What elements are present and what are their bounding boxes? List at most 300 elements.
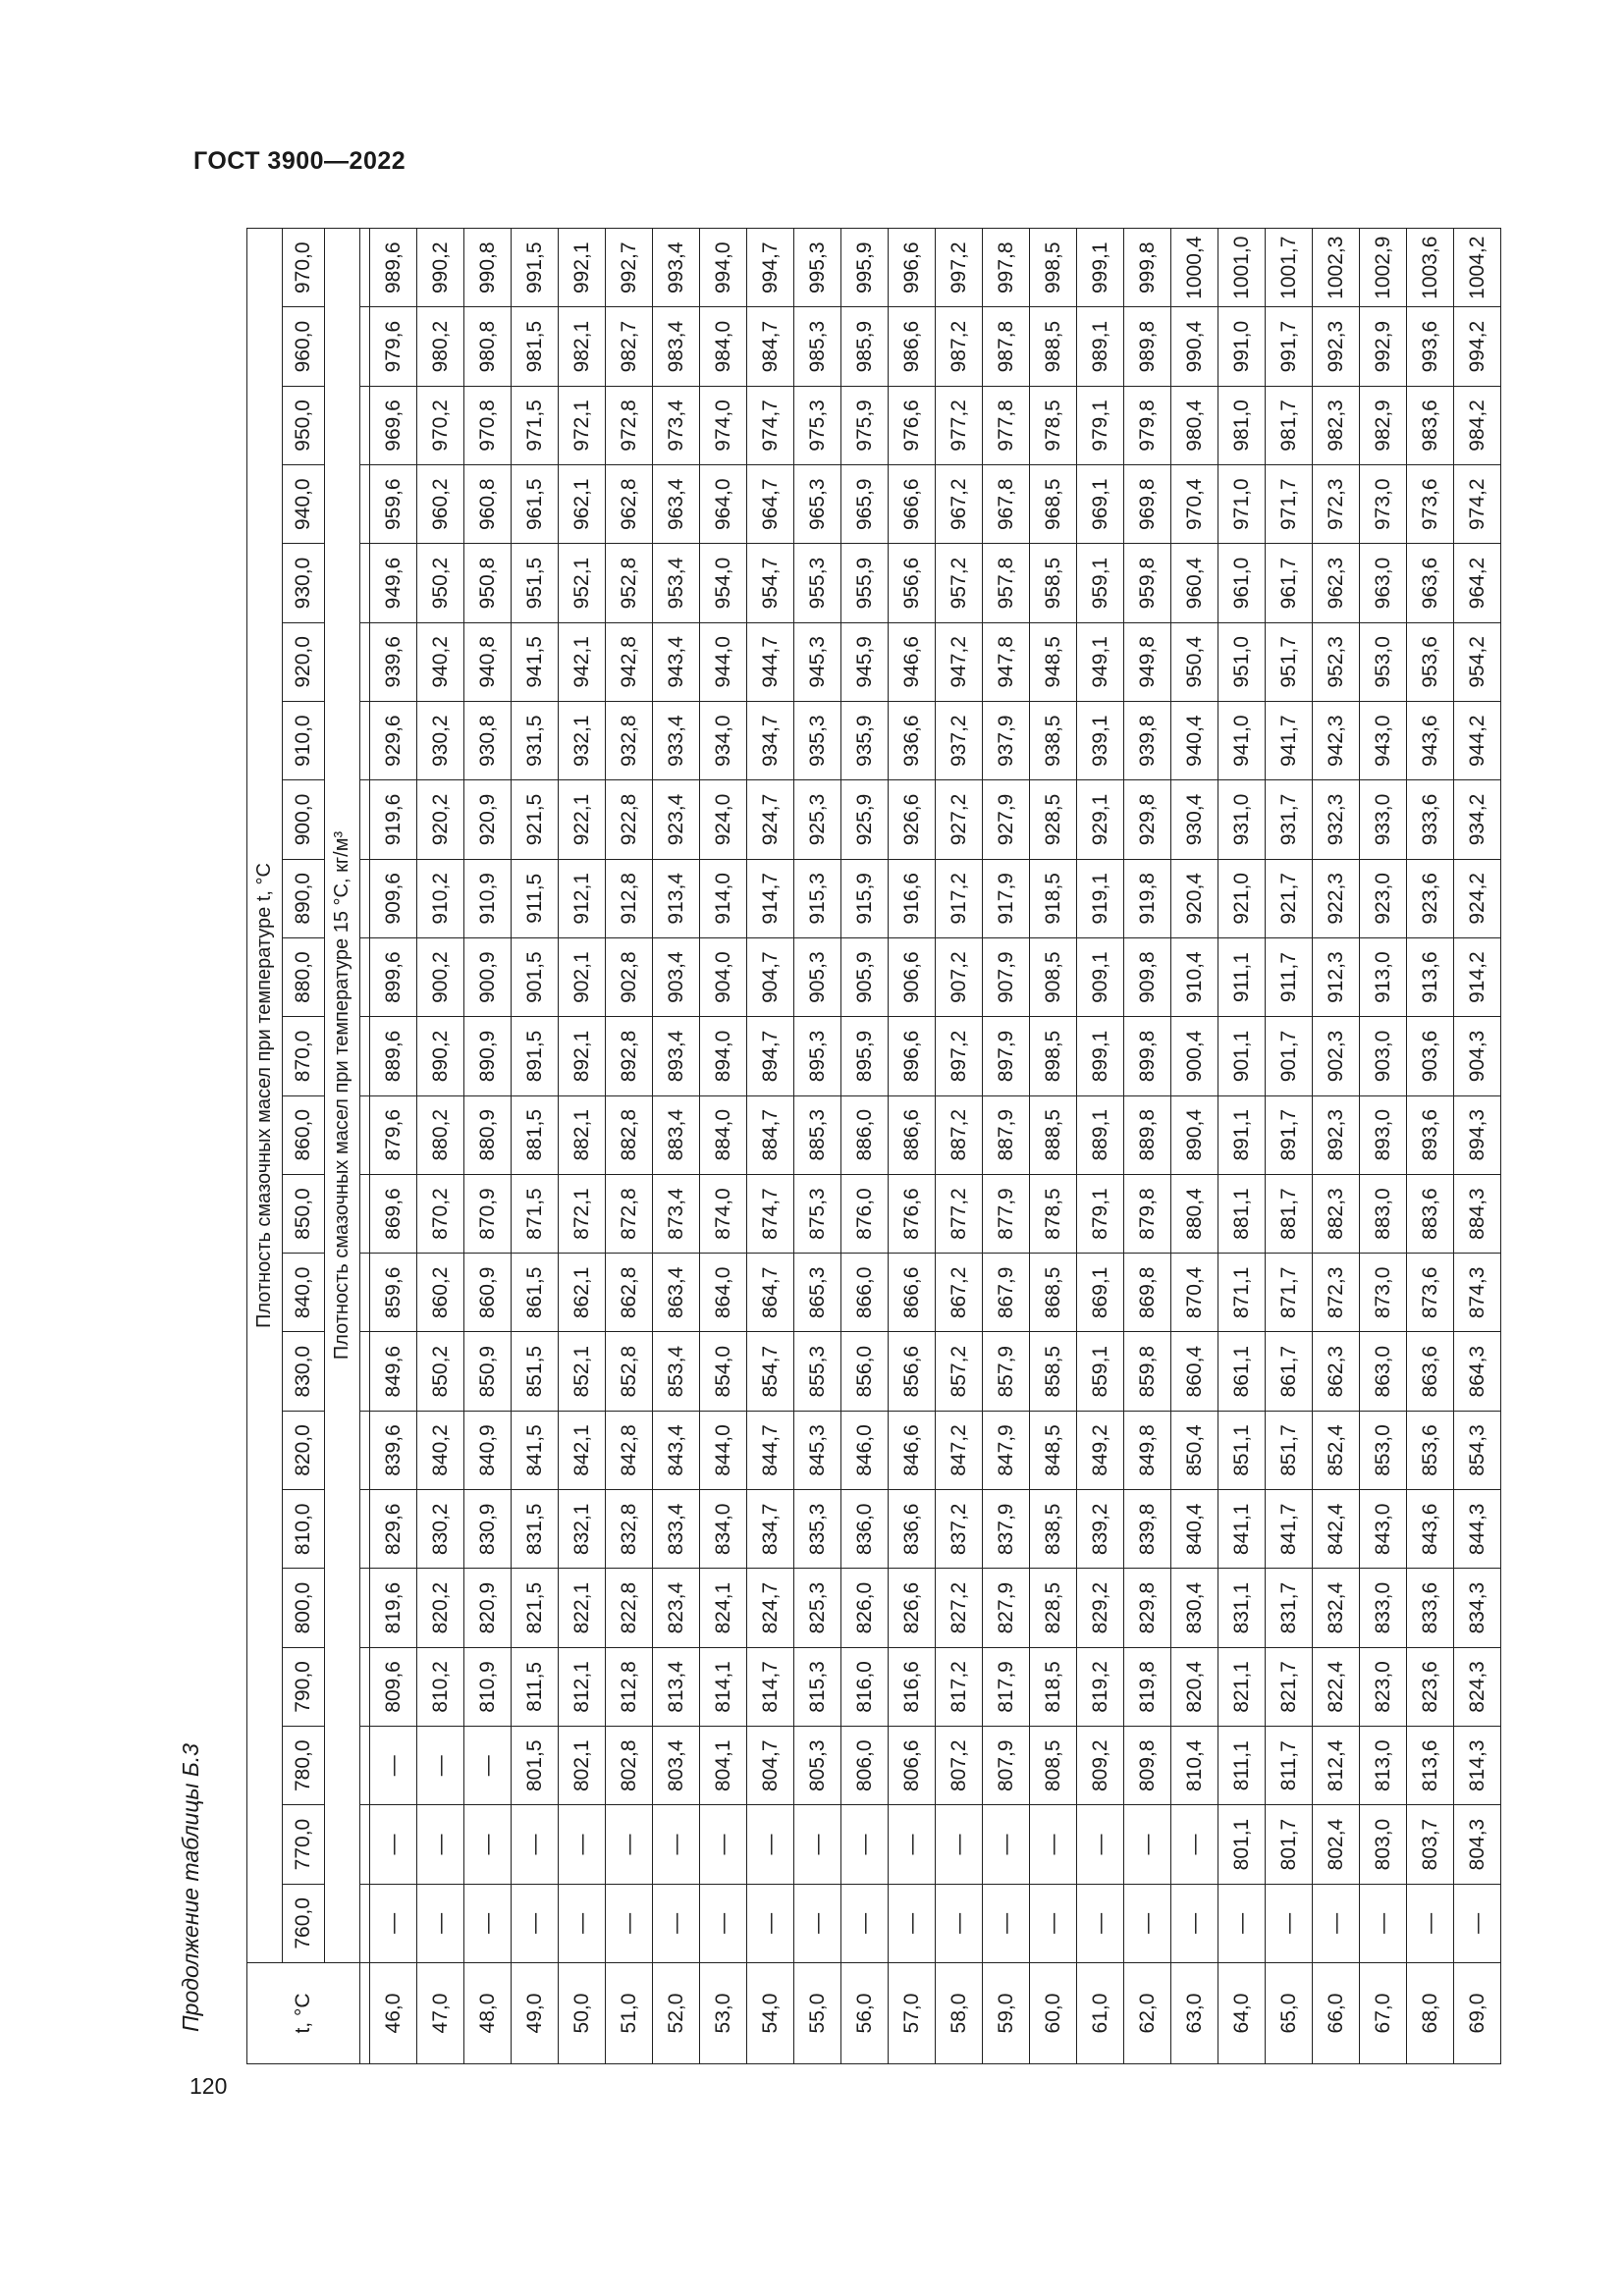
- density-cell: 972,8: [606, 386, 653, 464]
- density-cell: 980,4: [1171, 386, 1218, 464]
- density-cell: 939,8: [1124, 702, 1171, 780]
- density-cell: 991,7: [1266, 307, 1313, 386]
- column-header: 760,0: [283, 1884, 325, 1962]
- density-cell: 862,1: [559, 1254, 606, 1332]
- density-cell: 846,0: [841, 1411, 889, 1489]
- density-cell: 842,4: [1313, 1490, 1360, 1569]
- density-cell: 801,1: [1218, 1805, 1266, 1884]
- density-cell: 812,4: [1313, 1727, 1360, 1805]
- density-cell: 859,8: [1124, 1332, 1171, 1411]
- density-cell: —: [417, 1727, 464, 1805]
- density-cell: 822,1: [559, 1569, 606, 1647]
- column-header: 860,0: [283, 1095, 325, 1174]
- density-cell: 892,1: [559, 1017, 606, 1095]
- density-cell: 877,2: [936, 1174, 983, 1253]
- temperature-cell: 55,0: [794, 1963, 841, 2064]
- density-cell: 993,6: [1407, 307, 1454, 386]
- density-cell: 869,1: [1077, 1254, 1124, 1332]
- density-cell: 913,4: [653, 859, 700, 937]
- density-cell: 852,4: [1313, 1411, 1360, 1489]
- document-header: ГОСТ 3900—2022: [193, 147, 406, 175]
- density-cell: 943,0: [1360, 702, 1407, 780]
- density-cell: 975,3: [794, 386, 841, 464]
- density-cell: 900,4: [1171, 1017, 1218, 1095]
- density-cell: 911,5: [512, 859, 559, 937]
- density-cell: 990,2: [417, 229, 464, 307]
- density-cell: 823,4: [653, 1569, 700, 1647]
- density-cell: 950,2: [417, 544, 464, 622]
- spacer-cell: [360, 1332, 370, 1411]
- density-cell: 933,0: [1360, 780, 1407, 859]
- density-cell: 931,7: [1266, 780, 1313, 859]
- density-cell: 907,2: [936, 937, 983, 1016]
- density-cell: 995,3: [794, 229, 841, 307]
- density-cell: 984,7: [747, 307, 794, 386]
- density-cell: —: [794, 1884, 841, 1962]
- density-cell: 927,2: [936, 780, 983, 859]
- density-cell: 838,5: [1030, 1490, 1077, 1569]
- density-cell: 829,8: [1124, 1569, 1171, 1647]
- density-cell: 987,8: [983, 307, 1030, 386]
- temperature-cell: 50,0: [559, 1963, 606, 2064]
- density-cell: 992,9: [1360, 307, 1407, 386]
- table-row: [653, 229, 700, 2064]
- density-cell: —: [464, 1884, 512, 1962]
- density-cell: 883,4: [653, 1095, 700, 1174]
- density-cell: 852,1: [559, 1332, 606, 1411]
- density-cell: 807,9: [983, 1727, 1030, 1805]
- density-cell: 814,3: [1454, 1727, 1501, 1805]
- table-body: [370, 229, 1501, 2064]
- density-cell: 879,6: [370, 1095, 417, 1174]
- density-cell: 1002,9: [1360, 229, 1407, 307]
- density-cell: 895,3: [794, 1017, 841, 1095]
- density-cell: 935,3: [794, 702, 841, 780]
- temperature-cell: 60,0: [1030, 1963, 1077, 2064]
- column-header: 790,0: [283, 1647, 325, 1726]
- column-header: 850,0: [283, 1174, 325, 1253]
- density-cell: 898,5: [1030, 1017, 1077, 1095]
- density-cell: 926,6: [889, 780, 936, 859]
- density-cell: 824,1: [700, 1569, 747, 1647]
- density-cell: 919,8: [1124, 859, 1171, 937]
- density-cell: 902,3: [1313, 1017, 1360, 1095]
- spacer-cell: [360, 1017, 370, 1095]
- temperature-cell: 64,0: [1218, 1963, 1266, 2064]
- density-cell: 932,1: [559, 702, 606, 780]
- density-cell: —: [417, 1884, 464, 1962]
- density-cell: 961,7: [1266, 544, 1313, 622]
- density-cell: 922,8: [606, 780, 653, 859]
- density-cell: 929,6: [370, 702, 417, 780]
- density-cell: 919,1: [1077, 859, 1124, 937]
- density-cell: —: [417, 1805, 464, 1884]
- density-cell: 837,9: [983, 1490, 1030, 1569]
- density-cell: 835,3: [794, 1490, 841, 1569]
- density-cell: 989,6: [370, 229, 417, 307]
- table-row: [512, 229, 559, 2064]
- density-cell: 943,4: [653, 622, 700, 701]
- density-cell: 855,3: [794, 1332, 841, 1411]
- spacer-cell: [360, 386, 370, 464]
- density-cell: 836,6: [889, 1490, 936, 1569]
- rotated-table-container: [246, 228, 1489, 2064]
- density-cell: 842,1: [559, 1411, 606, 1489]
- density-cell: 998,5: [1030, 229, 1077, 307]
- temperature-cell: 68,0: [1407, 1963, 1454, 2064]
- density-cell: 941,5: [512, 622, 559, 701]
- density-cell: 830,2: [417, 1490, 464, 1569]
- density-cell: 865,3: [794, 1254, 841, 1332]
- density-cell: 839,2: [1077, 1490, 1124, 1569]
- density-cell: 843,4: [653, 1411, 700, 1489]
- density-cell: 894,3: [1454, 1095, 1501, 1174]
- density-cell: 873,4: [653, 1174, 700, 1253]
- density-cell: 952,3: [1313, 622, 1360, 701]
- density-cell: 801,5: [512, 1727, 559, 1805]
- table-row: [1313, 229, 1360, 2064]
- density-cell: 837,2: [936, 1490, 983, 1569]
- density-cell: 935,9: [841, 702, 889, 780]
- density-cell: —: [1077, 1805, 1124, 1884]
- density-cell: 853,6: [1407, 1411, 1454, 1489]
- density-cell: —: [1077, 1884, 1124, 1962]
- density-cell: 960,8: [464, 465, 512, 544]
- density-cell: 843,6: [1407, 1490, 1454, 1569]
- density-cell: 928,5: [1030, 780, 1077, 859]
- density-cell: 887,2: [936, 1095, 983, 1174]
- density-cell: 937,9: [983, 702, 1030, 780]
- density-cell: 817,9: [983, 1647, 1030, 1726]
- density-cell: 930,4: [1171, 780, 1218, 859]
- density-cell: 991,0: [1218, 307, 1266, 386]
- density-cell: 994,7: [747, 229, 794, 307]
- column-header: 940,0: [283, 465, 325, 544]
- density-cell: 940,8: [464, 622, 512, 701]
- density-cell: —: [1124, 1884, 1171, 1962]
- density-cell: 801,7: [1266, 1805, 1313, 1884]
- density-cell: —: [1454, 1884, 1501, 1962]
- density-cell: 879,8: [1124, 1174, 1171, 1253]
- density-cell: —: [464, 1727, 512, 1805]
- density-cell: 886,6: [889, 1095, 936, 1174]
- density-cell: 904,7: [747, 937, 794, 1016]
- density-cell: 899,8: [1124, 1017, 1171, 1095]
- density-cell: 965,3: [794, 465, 841, 544]
- density-cell: 832,4: [1313, 1569, 1360, 1647]
- density-cell: 893,4: [653, 1017, 700, 1095]
- density-cell: 942,1: [559, 622, 606, 701]
- density-cell: 896,6: [889, 1017, 936, 1095]
- table-row: [936, 229, 983, 2064]
- density-cell: 982,9: [1360, 386, 1407, 464]
- density-cell: 944,7: [747, 622, 794, 701]
- density-cell: 806,6: [889, 1727, 936, 1805]
- density-cell: 924,0: [700, 780, 747, 859]
- density-cell: 890,9: [464, 1017, 512, 1095]
- density-cell: 850,9: [464, 1332, 512, 1411]
- density-cell: 933,6: [1407, 780, 1454, 859]
- density-cell: 999,1: [1077, 229, 1124, 307]
- density-cell: 813,0: [1360, 1727, 1407, 1805]
- density-cell: 940,4: [1171, 702, 1218, 780]
- density-cell: 804,7: [747, 1727, 794, 1805]
- density-cell: 803,4: [653, 1727, 700, 1805]
- density-cell: 959,6: [370, 465, 417, 544]
- temperature-cell: 59,0: [983, 1963, 1030, 2064]
- density-cell: 979,6: [370, 307, 417, 386]
- density-cell: 948,5: [1030, 622, 1077, 701]
- spacer-cell: [360, 1805, 370, 1884]
- density-cell: 932,8: [606, 702, 653, 780]
- density-cell: 891,5: [512, 1017, 559, 1095]
- density-cell: 858,5: [1030, 1332, 1077, 1411]
- density-cell: 909,8: [1124, 937, 1171, 1016]
- density-cell: 819,6: [370, 1569, 417, 1647]
- table-row: [747, 229, 794, 2064]
- density-cell: 833,4: [653, 1490, 700, 1569]
- density-cell: 802,1: [559, 1727, 606, 1805]
- density-cell: 871,5: [512, 1174, 559, 1253]
- density-cell: 857,9: [983, 1332, 1030, 1411]
- density-cell: 915,3: [794, 859, 841, 937]
- density-cell: 848,5: [1030, 1411, 1077, 1489]
- density-cell: 934,2: [1454, 780, 1501, 859]
- density-cell: 901,1: [1218, 1017, 1266, 1095]
- density-cell: 843,0: [1360, 1490, 1407, 1569]
- column-header: 970,0: [283, 229, 325, 307]
- density-cell: 981,7: [1266, 386, 1313, 464]
- density-cell: 1002,3: [1313, 229, 1360, 307]
- spacer-cell: [360, 622, 370, 701]
- density-cell: 973,0: [1360, 465, 1407, 544]
- density-cell: —: [653, 1884, 700, 1962]
- density-cell: 857,2: [936, 1332, 983, 1411]
- density-cell: —: [889, 1805, 936, 1884]
- table-row: [606, 229, 653, 2064]
- density-cell: 814,7: [747, 1647, 794, 1726]
- column-header: 890,0: [283, 859, 325, 937]
- density-cell: 881,7: [1266, 1174, 1313, 1253]
- density-cell: 933,4: [653, 702, 700, 780]
- column-header: 920,0: [283, 622, 325, 701]
- density-cell: 970,2: [417, 386, 464, 464]
- density-cell: 979,1: [1077, 386, 1124, 464]
- density-cell: 875,3: [794, 1174, 841, 1253]
- density-cell: 904,0: [700, 937, 747, 1016]
- density-cell: 882,8: [606, 1095, 653, 1174]
- density-cell: 887,9: [983, 1095, 1030, 1174]
- density-cell: 922,1: [559, 780, 606, 859]
- density-cell: 840,4: [1171, 1490, 1218, 1569]
- density-cell: 813,4: [653, 1647, 700, 1726]
- density-cell: 891,7: [1266, 1095, 1313, 1174]
- density-cell: —: [841, 1805, 889, 1884]
- temperature-cell: 65,0: [1266, 1963, 1313, 2064]
- density-cell: 980,2: [417, 307, 464, 386]
- density-cell: 999,8: [1124, 229, 1171, 307]
- density-cell: 888,5: [1030, 1095, 1077, 1174]
- column-header: 770,0: [283, 1805, 325, 1884]
- density-cell: 910,2: [417, 859, 464, 937]
- density-cell: 938,5: [1030, 702, 1077, 780]
- density-cell: 862,8: [606, 1254, 653, 1332]
- density-cell: 840,2: [417, 1411, 464, 1489]
- density-cell: 804,3: [1454, 1805, 1501, 1884]
- density-cell: 853,0: [1360, 1411, 1407, 1489]
- density-cell: 860,2: [417, 1254, 464, 1332]
- density-cell: 864,0: [700, 1254, 747, 1332]
- density-cell: 851,1: [1218, 1411, 1266, 1489]
- density-cell: 916,6: [889, 859, 936, 937]
- density-cell: 960,2: [417, 465, 464, 544]
- density-cell: 921,7: [1266, 859, 1313, 937]
- density-cell: 910,9: [464, 859, 512, 937]
- density-cell: 985,9: [841, 307, 889, 386]
- density-cell: 942,8: [606, 622, 653, 701]
- density-cell: 874,0: [700, 1174, 747, 1253]
- density-cell: 982,3: [1313, 386, 1360, 464]
- density-cell: 986,6: [889, 307, 936, 386]
- density-cell: 1003,6: [1407, 229, 1454, 307]
- density-cell: 812,8: [606, 1647, 653, 1726]
- density-cell: 824,7: [747, 1569, 794, 1647]
- density-cell: 950,4: [1171, 622, 1218, 701]
- density-cell: —: [606, 1805, 653, 1884]
- column-header: 880,0: [283, 937, 325, 1016]
- density-cell: 894,7: [747, 1017, 794, 1095]
- spacer-cell: [360, 702, 370, 780]
- density-cell: 910,4: [1171, 937, 1218, 1016]
- density-cell: 816,0: [841, 1647, 889, 1726]
- density-cell: 977,8: [983, 386, 1030, 464]
- table-row: [1454, 229, 1501, 2064]
- density-cell: 971,5: [512, 386, 559, 464]
- density-cell: 802,8: [606, 1727, 653, 1805]
- density-cell: 884,0: [700, 1095, 747, 1174]
- density-cell: 831,7: [1266, 1569, 1313, 1647]
- density-cell: 825,3: [794, 1569, 841, 1647]
- density-cell: 854,3: [1454, 1411, 1501, 1489]
- table-row: [1124, 229, 1171, 2064]
- density-cell: 866,0: [841, 1254, 889, 1332]
- spacer-cell: [360, 544, 370, 622]
- density-cell: 934,7: [747, 702, 794, 780]
- density-cell: 841,1: [1218, 1490, 1266, 1569]
- density-cell: 912,1: [559, 859, 606, 937]
- table-row: [1407, 229, 1454, 2064]
- density-cell: 859,1: [1077, 1332, 1124, 1411]
- density-cell: 889,1: [1077, 1095, 1124, 1174]
- density-cell: 829,2: [1077, 1569, 1124, 1647]
- density-cell: 992,1: [559, 229, 606, 307]
- density-cell: 974,7: [747, 386, 794, 464]
- density-cell: 947,8: [983, 622, 1030, 701]
- density-cell: 903,4: [653, 937, 700, 1016]
- density-cell: 823,6: [1407, 1647, 1454, 1726]
- temperature-cell: 49,0: [512, 1963, 559, 2064]
- density-cell: 819,8: [1124, 1647, 1171, 1726]
- density-cell: 967,8: [983, 465, 1030, 544]
- spacer-cell: [360, 1490, 370, 1569]
- density-cell: 851,7: [1266, 1411, 1313, 1489]
- temperature-cell: 61,0: [1077, 1963, 1124, 2064]
- density-cell: 959,8: [1124, 544, 1171, 622]
- density-cell: 1001,7: [1266, 229, 1313, 307]
- density-cell: 974,0: [700, 386, 747, 464]
- density-cell: 955,9: [841, 544, 889, 622]
- density-cell: 901,7: [1266, 1017, 1313, 1095]
- density-cell: 826,6: [889, 1569, 936, 1647]
- density-cell: 895,9: [841, 1017, 889, 1095]
- density-cell: 930,2: [417, 702, 464, 780]
- column-header: 950,0: [283, 386, 325, 464]
- density-cell: 873,6: [1407, 1254, 1454, 1332]
- density-cell: 947,2: [936, 622, 983, 701]
- density-cell: 964,0: [700, 465, 747, 544]
- density-cell: 822,8: [606, 1569, 653, 1647]
- density-cell: 902,8: [606, 937, 653, 1016]
- density-cell: —: [464, 1805, 512, 1884]
- density-cell: 846,6: [889, 1411, 936, 1489]
- density-cell: 929,8: [1124, 780, 1171, 859]
- density-cell: 893,6: [1407, 1095, 1454, 1174]
- density-cell: 923,0: [1360, 859, 1407, 937]
- density-cell: 949,6: [370, 544, 417, 622]
- density-cell: 860,4: [1171, 1332, 1218, 1411]
- density-cell: 844,7: [747, 1411, 794, 1489]
- table-caption: Продолжение таблицы Б.3: [178, 1743, 203, 2032]
- density-cell: —: [1030, 1805, 1077, 1884]
- density-cell: —: [700, 1805, 747, 1884]
- density-cell: 992,3: [1313, 307, 1360, 386]
- density-cell: 930,8: [464, 702, 512, 780]
- temperature-cell: 52,0: [653, 1963, 700, 2064]
- density-cell: —: [1313, 1884, 1360, 1962]
- density-cell: 984,0: [700, 307, 747, 386]
- spacer-cell: [360, 1569, 370, 1647]
- density-cell: 973,6: [1407, 465, 1454, 544]
- density-cell: 963,4: [653, 465, 700, 544]
- column-header: 810,0: [283, 1490, 325, 1569]
- density-cell: 951,0: [1218, 622, 1266, 701]
- temperature-cell: 63,0: [1171, 1963, 1218, 2064]
- density-cell: 911,7: [1266, 937, 1313, 1016]
- density-cell: —: [841, 1884, 889, 1962]
- density-cell: 939,1: [1077, 702, 1124, 780]
- density-cell: 987,2: [936, 307, 983, 386]
- density-cell: 944,2: [1454, 702, 1501, 780]
- density-cell: 952,1: [559, 544, 606, 622]
- density-cell: 899,1: [1077, 1017, 1124, 1095]
- density-cell: 876,0: [841, 1174, 889, 1253]
- density-cell: 994,2: [1454, 307, 1501, 386]
- density-cell: 962,3: [1313, 544, 1360, 622]
- density-cell: 913,0: [1360, 937, 1407, 1016]
- density-cell: 834,3: [1454, 1569, 1501, 1647]
- density-cell: 912,3: [1313, 937, 1360, 1016]
- density-cell: 847,2: [936, 1411, 983, 1489]
- density-cell: 953,6: [1407, 622, 1454, 701]
- density-cell: 903,6: [1407, 1017, 1454, 1095]
- table-row: [370, 229, 417, 2064]
- table-row: [1266, 229, 1313, 2064]
- density-cell: 854,7: [747, 1332, 794, 1411]
- density-cell: 884,7: [747, 1095, 794, 1174]
- density-cell: 909,1: [1077, 937, 1124, 1016]
- density-cell: 997,2: [936, 229, 983, 307]
- density-cell: 912,8: [606, 859, 653, 937]
